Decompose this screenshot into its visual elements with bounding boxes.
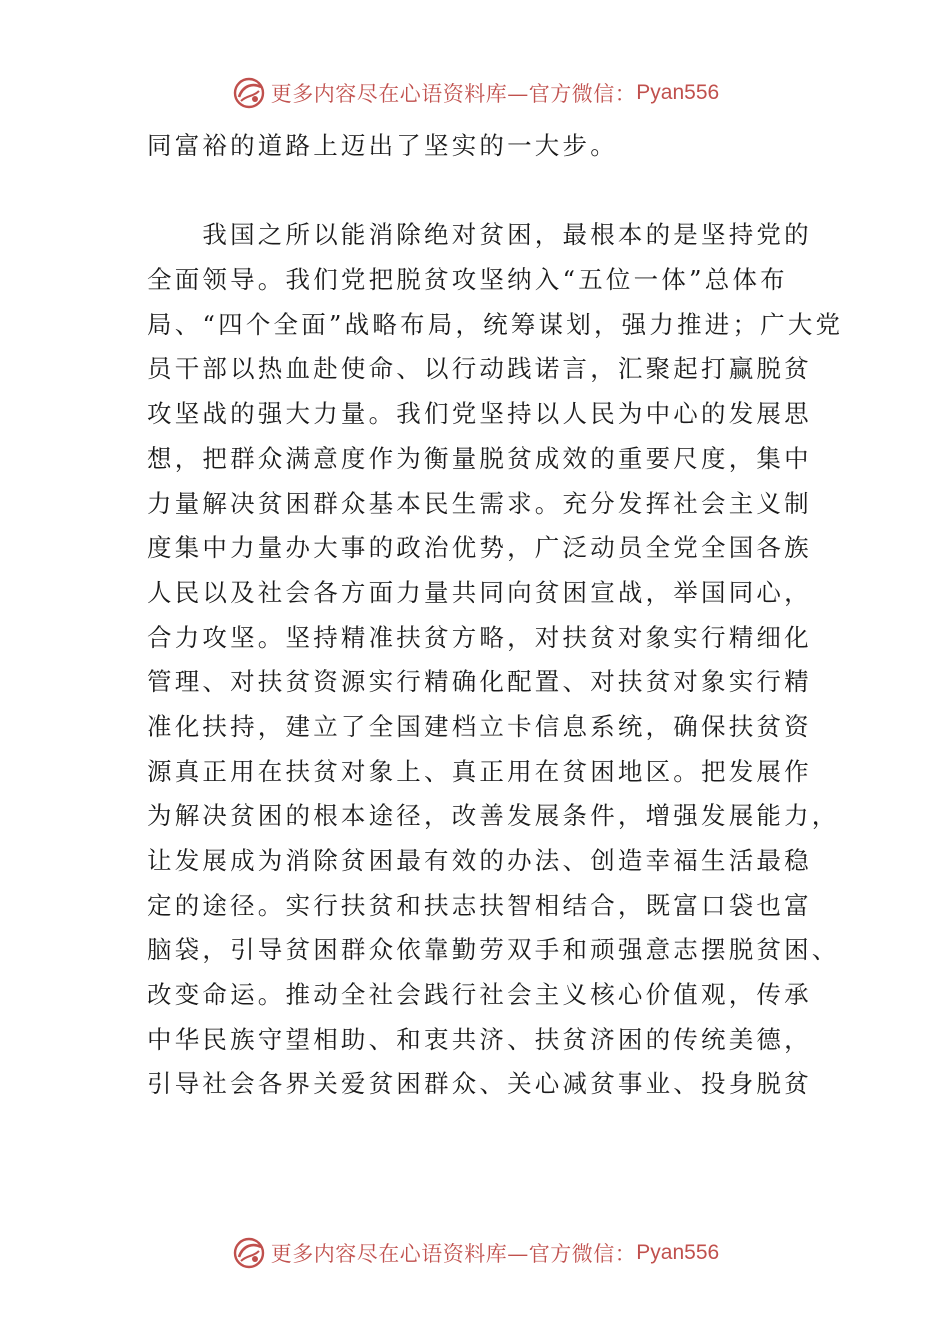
paragraph-2 — [147, 213, 844, 1107]
paragraph-2-line: 让发展成为消除贫困最有效的办法、创造幸福生活最稳 — [147, 846, 812, 875]
paragraph-2-line: 全面领导。我们党把脱贫攻坚纳入“五位一体”总体布 — [147, 265, 788, 295]
paragraph-2-line: 度集中力量办大事的政治优势，广泛动员全党全国各族 — [147, 533, 812, 563]
paragraph-2-line: 我国之所以能消除绝对贫困，最根本的是坚持党的 — [147, 220, 812, 250]
paragraph-2-line: 为解决贫困的根本途径，改善发展条件，增强发展能力， — [147, 801, 840, 831]
header-banner-text: 更多内容尽在心语资料库—官方微信： — [270, 82, 637, 106]
brand-logo-icon — [231, 75, 267, 111]
footer-banner-text: 更多内容尽在心语资料库—官方微信： — [270, 1242, 637, 1266]
document-body — [147, 124, 844, 1107]
paragraph-2-line: 引导社会各界关爱贫困群众、关心减贫事业、投身脱贫 — [147, 1069, 812, 1099]
paragraph-gap — [147, 169, 817, 214]
paragraph-2-line: 人民以及社会各方面力量共同向贫困宣战，举国同心， — [147, 577, 812, 607]
header-wechat-id: Pyan556 — [636, 81, 720, 104]
brand-logo-icon — [231, 1235, 267, 1271]
paragraph-2-line: 中华民族守望相助、和衷共济、扶贫济困的传统美德， — [147, 1024, 812, 1054]
paragraph-2-line: 合力攻坚。坚持精准扶贫方略，对扶贫对象实行精细化 — [147, 622, 812, 652]
paragraph-2-line: 改变命运。推动全社会践行社会主义核心价值观，传承 — [147, 980, 812, 1010]
paragraph-2-line: 员干部以热血赴使命、以行动践诺言，汇聚起打赢脱贫 — [147, 354, 812, 384]
paragraph-2-line: 源真正用在扶贫对象上、真正用在贫困地区。把发展作 — [147, 756, 812, 786]
header-banner — [0, 73, 950, 113]
paragraph-2-line: 脑袋，引导贫困群众依靠勤劳双手和顽强意志摆脱贫困、 — [147, 935, 840, 965]
paragraph-2-line: 管理、对扶贫资源实行精确化配置、对扶贫对象实行精 — [147, 667, 812, 697]
paragraph-2-line: 攻坚战的强大力量。我们党坚持以人民为中心的发展思 — [147, 399, 812, 429]
footer-wechat-id: Pyan556 — [636, 1241, 720, 1264]
paragraph-2-line: 定的途径。实行扶贫和扶志扶智相结合，既富口袋也富 — [147, 890, 812, 920]
paragraph-2-line: 准化扶持，建立了全国建档立卡信息系统，确保扶贫资 — [147, 711, 812, 741]
footer-banner — [0, 1233, 950, 1273]
paragraph-2-line: 想，把群众满意度作为衡量脱贫成效的重要尺度，集中 — [147, 443, 812, 473]
paragraph-2-line: 局、“四个全面”战略布局，统筹谋划，强力推进；广大党 — [147, 309, 844, 339]
paragraph-2-line: 力量解决贫困群众基本民生需求。充分发挥社会主义制 — [147, 488, 812, 518]
paragraph-1-line: 同富裕的道路上迈出了坚实的一大步。 — [147, 131, 618, 160]
